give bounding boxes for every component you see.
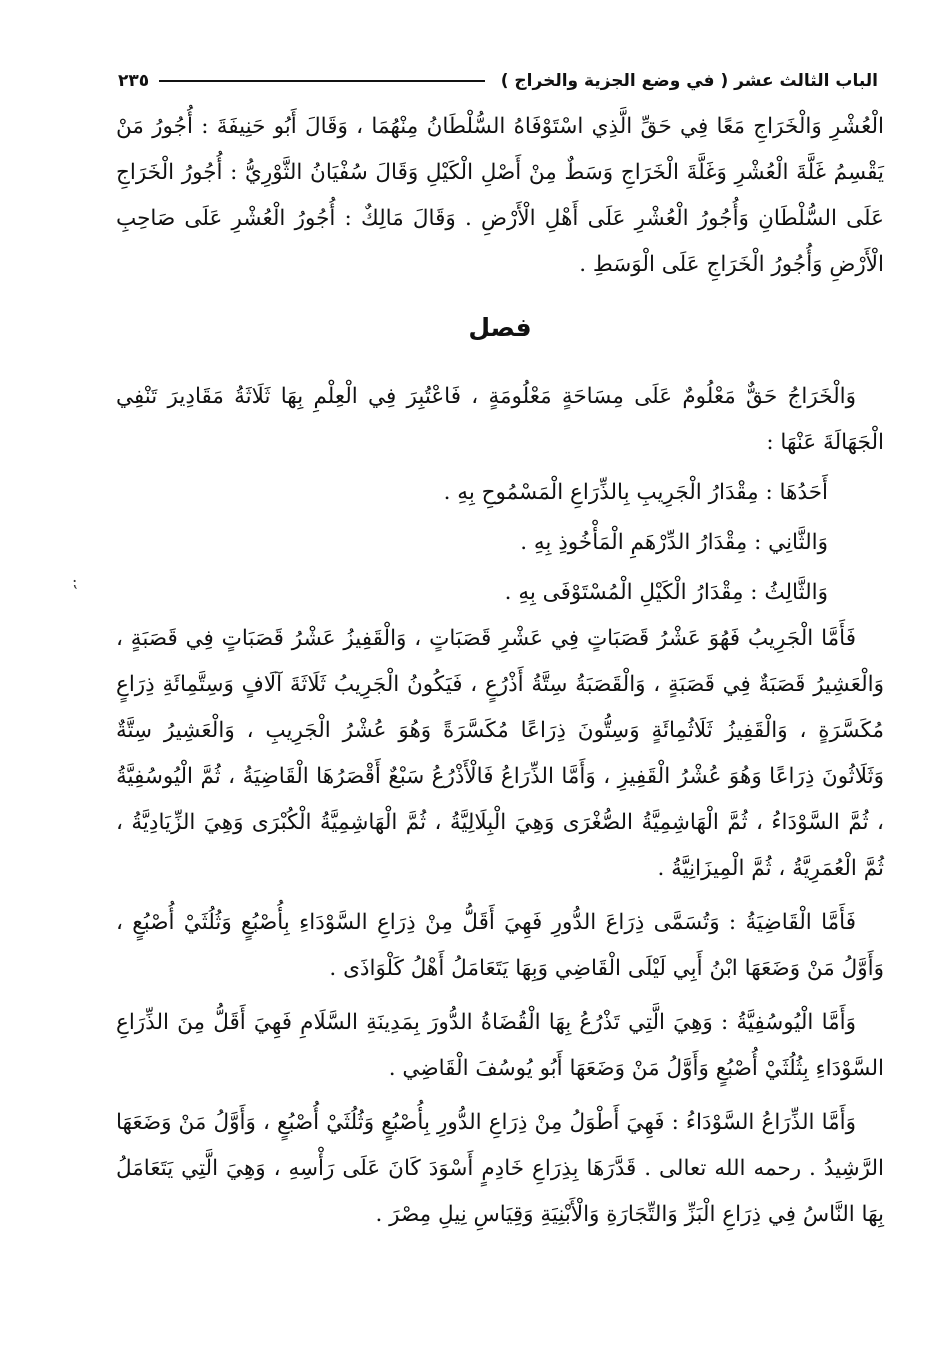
chapter-title: الباب الثالث عشر ( في وضع الجزية والخراج ) [500, 71, 878, 91]
paragraph: فَأَمَّا الْجَرِيبُ فَهُوَ عَشْرُ قَصَبَاتٍ فِي عَشْرِ قَصَبَاتٍ ، وَالْقَفِيزُ عَشْرُ قَصَبَاتٍ فِي قَصَبَةٍ ، وَالْعَشِيرُ قَصَبَةٌ فِي قَصَبَةٍ ، وَالْقَصَبَةُ سِتَّةُ أَذْرُعٍ ، فَيَكُونُ الْجَرِيبُ ثَلَاثَةَ آلَافٍ وَسِتَّمِائَةِ ذِرَاعٍ مُكَسَّرَةٍ ، وَالْقَفِيزُ ثَلَاثُمِائَةٍ وَسِتُّونَ ذِرَاعًا مُكَسَّرَةً وَهُوَ عُشْرُ الْجَرِيبِ ، وَالْعَشِيرُ سِتَّةٌ وَثَلَاثُونَ ذِرَاعًا وَهُوَ عُشْرُ الْقَفِيزِ ، وَأَمَّا الذِّرَاعُ فَالْأَذْرُعُ سَبْعٌ أَقْصَرُهَا الْقَاضِيَةُ ، ثُمَّ الْيُوسُفِيَّةُ ، ثُمَّ السَّوْدَاءُ ، ثُمَّ الْهَاشِمِيَّةُ الصُّغْرَى وَهِيَ الْبِلَالِيَّةُ ، ثُمَّ الْهَاشِمِيَّةُ الْكُبْرَى وَهِيَ الزِّيَادِيَّةُ ، ثُمَّ الْعُمَرِيَّةُ ، ثُمَّ الْمِيزَانِيَّةُ . [116, 626, 884, 881]
list-item: وَالثَّانِي : مِقْدَارُ الدِّرْهَمِ الْمَأْخُوذِ بِهِ . [520, 530, 828, 555]
page-body [116, 104, 884, 1238]
page-number: ٢٣٥ [118, 71, 150, 91]
margin-mark: ⁏ [72, 572, 78, 591]
paragraph: وَالْخَرَاجُ حَقٌّ مَعْلُومٌ عَلَى مِسَاحَةٍ مَعْلُومَةٍ ، فَاعْتُبِرَ فِي الْعِلْمِ بِهَا ثَلَاثَةُ مَقَادِيرَ تَنْفِي الْجَهَالَةَ عَنْهَا : [116, 384, 884, 455]
section-heading: فصل [468, 313, 532, 342]
list-item: وَالثَّالِثُ : مِقْدَارُ الْكَيْلِ الْمُسْتَوْفَى بِهِ . [504, 580, 828, 605]
header-rule [159, 80, 485, 82]
paragraph: وَأَمَّا الذِّرَاعُ السَّوْدَاءُ : فَهِيَ أَطْوَلُ مِنْ ذِرَاعِ الدُّورِ بِأُصْبُعٍ وَثُلُثَيْ أُصْبُعٍ ، وَأَوَّلُ مَنْ وَضَعَهَا الرَّشِيدُ . رحمه الله تعالى . قَدَّرَهَا بِذِرَاعِ خَادِمٍ أَسْوَدَ كَانَ عَلَى رَأْسِهِ ، وَهِيَ الَّتِي يَتَعَامَلُ بِهَا النَّاسُ فِي ذِرَاعِ الْبَزِّ وَالتِّجَارَةِ وَالْأَبْنِيَةِ وَقِيَاسِ نِيلِ مِصْرَ . [116, 1110, 884, 1227]
list-item: أَحَدُهَا : مِقْدَارُ الْجَرِيبِ بِالذِّرَاعِ الْمَسْمُوحِ بِهِ . [443, 480, 828, 505]
paragraph: الْعُشْرِ وَالْخَرَاجِ مَعًا فِي حَقِّ الَّذِي اسْتَوْفَاهُ السُّلْطَانُ مِنْهُمَا ، وَقَالَ أَبُو حَنِيفَةَ : أُجُورُ مَنْ يَقْسِمُ غَلَّةَ الْعُشْرِ وَغَلَّةَ الْخَرَاجِ وَسَطٌ مِنْ أَصْلِ الْكَيْلِ وَقَالَ سُفْيَانُ الثَّوْرِيُّ : أُجُورُ الْخَرَاجِ عَلَى السُّلْطَانِ وَأُجُورُ الْعُشْرِ عَلَى أَهْلِ الْأَرْضِ . وَقَالَ مَالِكٌ : أُجُورُ الْعُشْرِ عَلَى صَاحِبِ الْأَرْضِ وَأُجُورُ الْخَرَاجِ عَلَى الْوَسَطِ . [116, 114, 884, 277]
paragraph: فَأَمَّا الْقَاضِيَةُ : وَتُسَمَّى ذِرَاعَ الدُّورِ فَهِيَ أَقَلُّ مِنْ ذِرَاعِ السَّوْدَاءِ بِأُصْبُعٍ وَثُلُثَيْ أُصْبُعٍ ، وَأَوَّلُ مَنْ وَضَعَهَا ابْنُ أَبِي لَيْلَى الْقَاضِي وَبِهَا يَتَعَامَلُ أَهْلُ كَلْوَاذَى . [116, 910, 884, 981]
paragraph: وَأَمَّا الْيُوسُفِيَّةُ : وَهِيَ الَّتِي تَذْرُعُ بِهَا الْقُضَاةُ الدُّورَ بِمَدِينَةِ السَّلَامِ فَهِيَ أَقَلُّ مِنَ الذِّرَاعِ السَّوْدَاءِ بِثُلُثَيْ أُصْبُعٍ وَأَوَّلُ مَنْ وَضَعَهَا أَبُو يُوسُفَ الْقَاضِي . [116, 1010, 884, 1081]
running-header [118, 64, 878, 98]
